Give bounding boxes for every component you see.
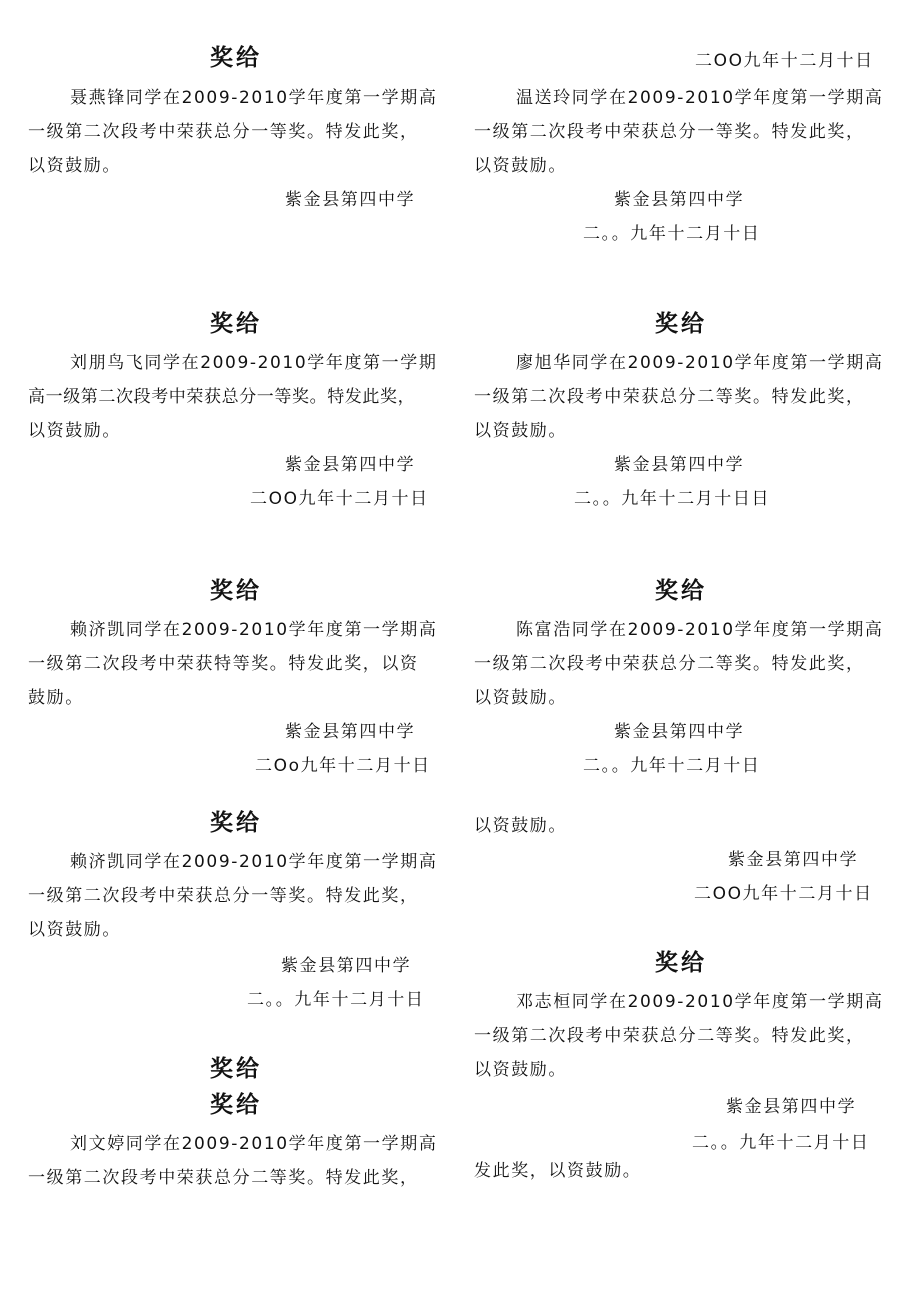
cert-body-line: 廖旭华同学在2009-2010学年度第一学期高 bbox=[516, 353, 884, 373]
cert-body-line: 邓志桓同学在2009-2010学年度第一学期高 bbox=[516, 992, 884, 1012]
cert-body-line: 以资鼓励。 bbox=[474, 688, 567, 708]
cert-body-line: 一级第二次段考中荣获总分二等奖。特发此奖， bbox=[474, 1026, 865, 1046]
cert-title: 奖给 bbox=[655, 311, 707, 337]
cert-body-line: 以资鼓励。 bbox=[28, 421, 121, 441]
cert-body-line: 一级第二次段考中荣获总分一等奖。特发此奖， bbox=[28, 122, 419, 142]
cert-body-line: 高一级第二次段考中荣获总分一等奖。特发此奖， bbox=[28, 387, 416, 407]
cert-school: 紫金县第四中学 bbox=[285, 455, 416, 475]
cert-school: 紫金县第四中学 bbox=[614, 190, 745, 210]
cert-title: 奖给 bbox=[210, 1092, 262, 1118]
cert-school: 紫金县第四中学 bbox=[614, 455, 745, 475]
cert-body-line: 一级第二次段考中荣获总分二等奖。特发此奖， bbox=[474, 654, 865, 674]
cert-body-line: 陈富浩同学在2009-2010学年度第一学期高 bbox=[516, 620, 884, 640]
cert-body-line: 发此奖，以资鼓励。 bbox=[474, 1161, 642, 1181]
cert-title: 奖给 bbox=[210, 810, 262, 836]
cert-date: 二OO九年十二月十日 bbox=[695, 51, 874, 71]
cert-school: 紫金县第四中学 bbox=[614, 722, 745, 742]
cert-school: 紫金县第四中学 bbox=[281, 956, 412, 976]
cert-body-line: 一级第二次段考中荣获总分一等奖。特发此奖， bbox=[28, 886, 419, 906]
cert-body-line: 赖济凯同学在2009-2010学年度第一学期高 bbox=[70, 620, 438, 640]
cert-date: 二Oo九年十二月十日 bbox=[255, 756, 431, 776]
cert-date: 二OO九年十二月十日 bbox=[694, 884, 873, 904]
cert-body-line: 以资鼓励。 bbox=[474, 156, 567, 176]
cert-body-line: 以资鼓励。 bbox=[474, 816, 567, 836]
cert-title: 奖给 bbox=[210, 45, 262, 71]
cert-body-line: 以资鼓励。 bbox=[28, 920, 121, 940]
cert-body-line: 一级第二次段考中荣获总分一等奖。特发此奖， bbox=[474, 122, 865, 142]
cert-body-line: 刘朋鸟飞同学在2009-2010学年度第一学期 bbox=[70, 353, 438, 373]
cert-date: 二。。九年十二月十日日 bbox=[574, 489, 771, 509]
cert-school: 紫金县第四中学 bbox=[726, 1097, 857, 1117]
cert-school: 紫金县第四中学 bbox=[728, 850, 859, 870]
cert-title: 奖给 bbox=[210, 311, 262, 337]
cert-body-line: 鼓励。 bbox=[28, 688, 84, 708]
cert-body-line: 赖济凯同学在2009-2010学年度第一学期高 bbox=[70, 852, 438, 872]
cert-title: 奖给 bbox=[655, 578, 707, 604]
cert-body-line: 一级第二次段考中荣获总分二等奖。特发此奖， bbox=[474, 387, 865, 407]
cert-date: 二OO九年十二月十日 bbox=[250, 489, 429, 509]
cert-body-line: 温送玲同学在2009-2010学年度第一学期高 bbox=[516, 88, 884, 108]
cert-body-line: 以资鼓励。 bbox=[28, 156, 121, 176]
cert-title: 奖给 bbox=[210, 1056, 262, 1082]
cert-date: 二。。九年十二月十日 bbox=[247, 990, 425, 1010]
cert-body-line: 聂燕锋同学在2009-2010学年度第一学期高 bbox=[70, 88, 438, 108]
cert-date: 二。。九年十二月十日 bbox=[692, 1133, 870, 1153]
cert-body-line: 一级第二次段考中荣获特等奖。特发此奖，以资 bbox=[28, 654, 419, 674]
cert-body-line: 以资鼓励。 bbox=[474, 421, 567, 441]
cert-date: 二。。九年十二月十日 bbox=[583, 224, 761, 244]
cert-body-line: 刘文婷同学在2009-2010学年度第一学期高 bbox=[70, 1134, 438, 1154]
cert-date: 二。。九年十二月十日 bbox=[583, 756, 761, 776]
cert-body-line: 一级第二次段考中荣获总分二等奖。特发此奖， bbox=[28, 1168, 419, 1188]
cert-body-line: 以资鼓励。 bbox=[474, 1060, 567, 1080]
cert-school: 紫金县第四中学 bbox=[285, 190, 416, 210]
cert-title: 奖给 bbox=[655, 950, 707, 976]
cert-school: 紫金县第四中学 bbox=[285, 722, 416, 742]
cert-title: 奖给 bbox=[210, 578, 262, 604]
